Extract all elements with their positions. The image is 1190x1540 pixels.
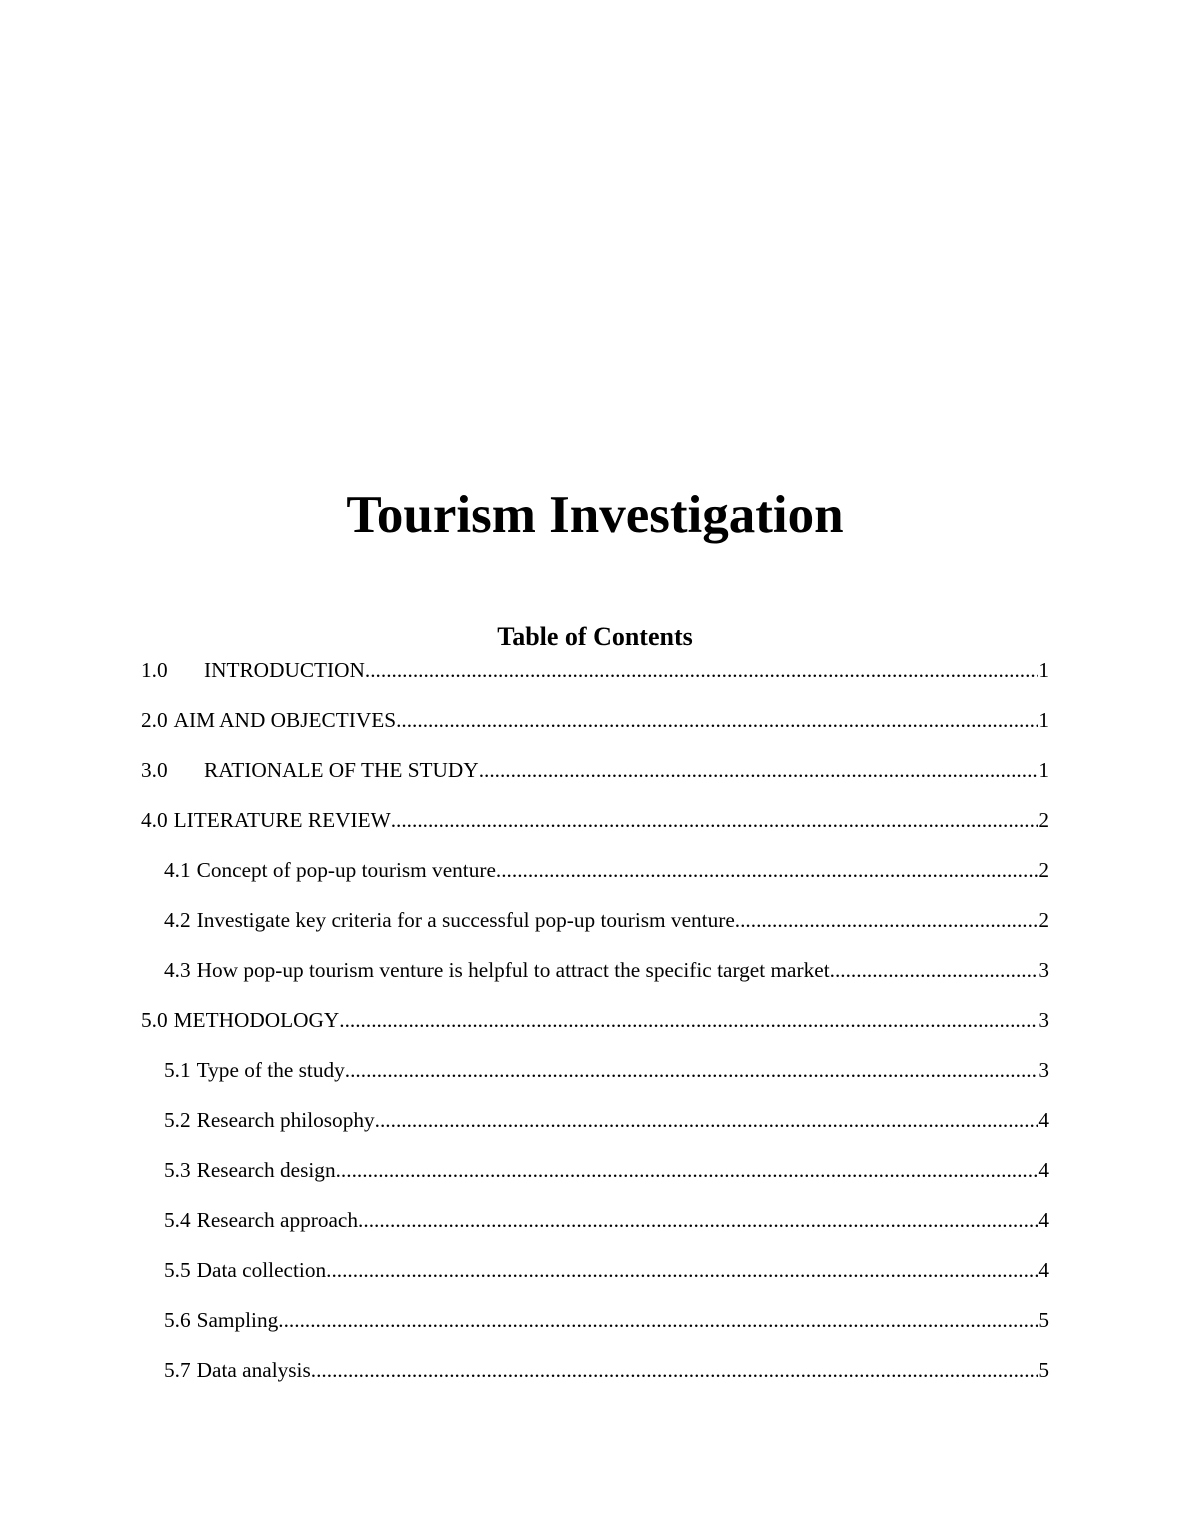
toc-entry-number: 2.0 (141, 708, 168, 732)
toc-entry-number: 5.1 (164, 1058, 191, 1082)
toc-entry-number: 4.0 (141, 808, 168, 832)
toc-entry-number: 4.2 (164, 908, 191, 932)
toc-entry-introduction[interactable] (141, 654, 1049, 704)
toc-entry-number: 4.1 (164, 858, 191, 882)
toc-entry-data-collection[interactable] (141, 1254, 1049, 1304)
toc-entry-concept[interactable] (141, 854, 1049, 904)
toc-dot-leader (391, 804, 1039, 836)
toc-entry-number: 5.3 (164, 1158, 191, 1182)
toc-entry-page: 2 (1038, 858, 1049, 882)
toc-dot-leader (375, 1104, 1039, 1136)
toc-entry-title: How pop-up tourism venture is helpful to attract the specific target market (196, 958, 830, 982)
toc-heading: Table of Contents (497, 622, 693, 651)
toc-entry-number: 4.3 (164, 958, 191, 982)
toc-entry-methodology[interactable] (141, 1004, 1049, 1054)
toc-entry-number: 1.0 (141, 658, 168, 682)
toc-entry-page: 1 (1038, 758, 1049, 782)
toc-entry-key-criteria[interactable] (141, 904, 1049, 954)
toc-entry-title: METHODOLOGY (173, 1008, 340, 1032)
toc-entry-title: Research design (196, 1158, 336, 1182)
toc-entry-page: 5 (1038, 1358, 1049, 1382)
toc-dot-leader (339, 1004, 1038, 1036)
toc-entry-sampling[interactable] (141, 1304, 1049, 1354)
toc-entry-title: AIM AND OBJECTIVES (173, 708, 397, 732)
toc-dot-leader (496, 854, 1038, 886)
toc-entry-page: 2 (1038, 808, 1049, 832)
toc-dot-leader (396, 704, 1038, 736)
toc-dot-leader (735, 904, 1039, 936)
toc-dot-leader (311, 1354, 1039, 1386)
toc-entry-research-philosophy[interactable] (141, 1104, 1049, 1154)
toc-entry-title: Concept of pop-up tourism venture (196, 858, 496, 882)
toc-dot-leader (358, 1204, 1038, 1236)
toc-entry-title: RATIONALE OF THE STUDY (204, 758, 479, 782)
toc-entry-title: Data analysis (196, 1358, 311, 1382)
toc-entry-page: 5 (1038, 1308, 1049, 1332)
toc-dot-leader (345, 1054, 1039, 1086)
toc-entry-research-design[interactable] (141, 1154, 1049, 1204)
toc-entry-page: 4 (1038, 1108, 1049, 1132)
table-of-contents (141, 654, 1049, 1404)
toc-entry-target-market[interactable] (141, 954, 1049, 1004)
toc-dot-leader (830, 954, 1039, 986)
toc-entry-title: Research approach (196, 1208, 359, 1232)
toc-entry-number: 5.4 (164, 1208, 191, 1232)
toc-entry-page: 3 (1038, 958, 1049, 982)
document-title: Tourism Investigation (346, 486, 844, 544)
toc-entry-page: 4 (1038, 1208, 1049, 1232)
toc-entry-literature-review[interactable] (141, 804, 1049, 854)
toc-entry-title: Sampling (196, 1308, 279, 1332)
toc-entry-title: Investigate key criteria for a successful pop-up tourism venture (196, 908, 735, 932)
toc-entry-page: 4 (1038, 1158, 1049, 1182)
toc-entry-rationale[interactable] (141, 754, 1049, 804)
toc-entry-page: 4 (1038, 1258, 1049, 1282)
toc-entry-number: 5.0 (141, 1008, 168, 1032)
toc-entry-page: 3 (1038, 1008, 1049, 1032)
toc-entry-title: Research philosophy (196, 1108, 375, 1132)
toc-entry-page: 3 (1038, 1058, 1049, 1082)
toc-entry-research-approach[interactable] (141, 1204, 1049, 1254)
toc-entry-title: INTRODUCTION (204, 658, 365, 682)
toc-entry-page: 1 (1038, 658, 1049, 682)
toc-entry-number: 5.6 (164, 1308, 191, 1332)
toc-entry-number: 5.5 (164, 1258, 191, 1282)
toc-dot-leader (278, 1304, 1038, 1336)
toc-entry-number: 5.7 (164, 1358, 191, 1382)
toc-dot-leader (479, 754, 1039, 786)
toc-entry-title: Type of the study (196, 1058, 345, 1082)
toc-entry-number: 3.0 (141, 758, 168, 782)
toc-dot-leader (336, 1154, 1039, 1186)
toc-entry-title: Data collection (196, 1258, 327, 1282)
toc-dot-leader (326, 1254, 1038, 1286)
toc-entry-type-of-study[interactable] (141, 1054, 1049, 1104)
toc-entry-data-analysis[interactable] (141, 1354, 1049, 1404)
toc-dot-leader (365, 654, 1038, 686)
toc-entry-aim-and-objectives[interactable] (141, 704, 1049, 754)
toc-entry-page: 1 (1038, 708, 1049, 732)
toc-entry-page: 2 (1038, 908, 1049, 932)
toc-entry-title: LITERATURE REVIEW (173, 808, 391, 832)
toc-entry-number: 5.2 (164, 1108, 191, 1132)
